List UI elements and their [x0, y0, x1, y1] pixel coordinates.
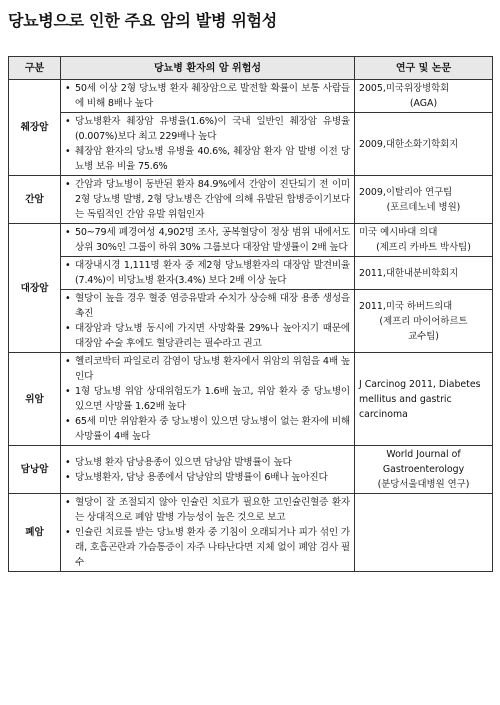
- source-cell: [355, 257, 493, 290]
- risk-item: [65, 321, 350, 351]
- bullet-icon: •: [65, 456, 71, 468]
- bullet-icon: •: [65, 497, 71, 508]
- risk-text: 췌장암 환자의 당뇨병 유병율 40.6%, 췌장암 환자 암 발병 이전 당뇨병 보유 비율 75.6%: [75, 146, 350, 172]
- source-line: 2011,대한내분비학회지: [359, 267, 459, 279]
- source-cell: [355, 176, 493, 224]
- table-row: [9, 224, 493, 257]
- risk-text: 당뇨병환자 췌장암 유병율(1.6%)이 국내 일반인 췌장암 유병율(0.007%)보다 최고 229배나 높다: [75, 116, 350, 142]
- table-row: [9, 353, 493, 446]
- risk-item: [65, 258, 350, 288]
- risk-cell: [61, 224, 355, 257]
- risk-cell: [61, 113, 355, 176]
- bullet-icon: •: [65, 527, 71, 538]
- risk-item: [65, 81, 350, 111]
- bullet-icon: •: [65, 179, 71, 190]
- risk-cell: [61, 446, 355, 494]
- page-title: 당뇨병으로 인한 주요 암의 발병 위험성: [8, 11, 277, 30]
- category-cell: 담낭암: [9, 446, 61, 494]
- table-row: [9, 290, 493, 353]
- bullet-icon: •: [65, 356, 71, 367]
- risk-text: 50세 이상 2형 당뇨병 환자 췌장암으로 발전할 확률이 보통 사람들에 비해 8배나 높다: [75, 83, 350, 109]
- header-category: 구분: [9, 57, 61, 80]
- bullet-icon: •: [65, 260, 71, 271]
- risk-item: [65, 291, 350, 321]
- risk-item: [65, 455, 350, 470]
- source-line: (제프리 마이어하르트: [379, 315, 468, 327]
- risk-cell: [61, 353, 355, 446]
- category-cell: 폐암: [9, 494, 61, 572]
- source-cell: [355, 80, 493, 113]
- source-line: (분당서울대병원 연구): [377, 479, 470, 490]
- bullet-icon: •: [65, 146, 71, 157]
- risk-item: [65, 114, 350, 144]
- risk-item: [65, 414, 350, 444]
- bullet-icon: •: [65, 323, 71, 334]
- source-cell: [355, 494, 493, 572]
- table-row: [9, 494, 493, 572]
- source-line: J Carcinog 2011, Diabetes mellitus and gastric carcinoma: [359, 378, 481, 420]
- risk-text: 혈당이 높을 경우 혈중 염증유발과 수치가 상승해 대장 용종 생성을 촉진: [75, 293, 350, 319]
- source-cell: [355, 353, 493, 446]
- category-cell: 대장암: [9, 224, 61, 353]
- source-line: (제프리 카바트 박사팀): [376, 242, 471, 253]
- header-source: 연구 및 논문: [355, 57, 493, 80]
- risk-item: [65, 144, 350, 174]
- risk-text: 대장내시경 1,111명 환자 중 제2형 당뇨병환자의 대장암 발견비율(7.4%)이 비당뇨병 환자(3.4%) 보다 2배 이상 높다: [75, 260, 350, 286]
- table-header-row: [9, 57, 493, 80]
- bullet-icon: •: [65, 83, 71, 94]
- source-cell: [355, 446, 493, 494]
- table-body: [9, 80, 493, 572]
- source-line: 2011,미국 하버드의대: [359, 300, 453, 312]
- risk-item: [65, 225, 350, 255]
- bullet-icon: •: [65, 416, 71, 427]
- risk-cell: [61, 257, 355, 290]
- risk-text: 당뇨병 환자 담낭용종이 있으면 담낭암 발병률이 높다: [75, 456, 292, 468]
- risk-cell: [61, 290, 355, 353]
- source-line: 2005,미국위장병학회: [359, 83, 450, 94]
- source-line: 미국 예시바대 의대: [359, 227, 438, 238]
- risk-item: [65, 470, 350, 485]
- bullet-icon: •: [65, 386, 71, 397]
- risk-item: [65, 525, 350, 570]
- table-row: [9, 176, 493, 224]
- source-line: 교수팀): [408, 330, 439, 342]
- cancer-risk-table: [8, 56, 493, 572]
- category-cell: 췌장암: [9, 80, 61, 176]
- source-line: (AGA): [409, 98, 438, 109]
- source-line: World Journal of Gastroenterology: [382, 449, 465, 475]
- risk-cell: [61, 176, 355, 224]
- source-cell: [355, 113, 493, 176]
- risk-cell: [61, 80, 355, 113]
- risk-item: [65, 177, 350, 222]
- source-line: 2009,이탈리아 연구팀: [359, 186, 453, 198]
- risk-item: [65, 384, 350, 414]
- bullet-icon: •: [65, 471, 71, 483]
- category-cell: 간암: [9, 176, 61, 224]
- bullet-icon: •: [65, 227, 71, 238]
- source-cell: [355, 290, 493, 353]
- risk-text: 헬리코박터 파일로리 감염이 당뇨병 환자에서 위암의 위험을 4배 높인다: [75, 356, 350, 382]
- risk-cell: [61, 494, 355, 572]
- bullet-icon: •: [65, 293, 71, 304]
- table-row: [9, 257, 493, 290]
- risk-text: 50~79세 폐경여성 4,902명 조사, 공복혈당이 정상 범위 내에서도 상위 30%인 그룹이 하위 30% 그룹보다 대장암 발생률이 2배 높다: [75, 227, 350, 253]
- table-row: [9, 446, 493, 494]
- bullet-icon: •: [65, 116, 71, 127]
- risk-text: 혈당이 잘 조절되지 않아 인슐린 치료가 필요한 고인슐린혈증 환자는 상대적으로 폐암 발병 가능성이 높은 것으로 보고: [75, 497, 350, 523]
- risk-item: [65, 354, 350, 384]
- category-cell: 위암: [9, 353, 61, 446]
- risk-item: [65, 495, 350, 525]
- table-row: [9, 113, 493, 176]
- risk-text: 대장암과 당뇨병 동시에 가지면 사망확률 29%나 높아지기 때문에 대장암 수술 후에도 혈당관리는 필수라고 권고: [75, 323, 350, 349]
- source-cell: [355, 224, 493, 257]
- risk-text: 1형 당뇨병 위암 상대위험도가 1.6배 높고, 위암 환자 중 당뇨병이 있으면 사망률 1.62배 높다: [75, 386, 350, 412]
- risk-text: 당뇨병환자, 담낭 용종에서 담낭암의 발병률이 6배나 높아진다: [75, 471, 328, 483]
- risk-text: 간암과 당뇨병이 동반된 환자 84.9%에서 간암이 진단되기 전 이미 2형 당뇨병 발병, 2형 당뇨병은 간암에 의해 유발된 합병증이기보다는 독립적인 간암 유발 위험인자: [75, 179, 350, 220]
- source-line: 2009,대한소화기학회지: [359, 138, 459, 150]
- table-row: [9, 80, 493, 113]
- header-risk: 당뇨병 환자의 암 위험성: [61, 57, 355, 80]
- source-line: (포르데노네 병원): [386, 201, 461, 213]
- risk-text: 65세 미만 위암환자 중 당뇨병이 있으면 당뇨병이 없는 환자에 비해 사망률이 4배 높다: [75, 416, 350, 442]
- risk-text: 인슐린 치료를 받는 당뇨병 환자 중 기침이 오래되거나 피가 섞인 가래, 호흡곤란과 가슴통증이 자주 나타난다면 지체 없이 폐암 검사 필수: [75, 527, 350, 568]
